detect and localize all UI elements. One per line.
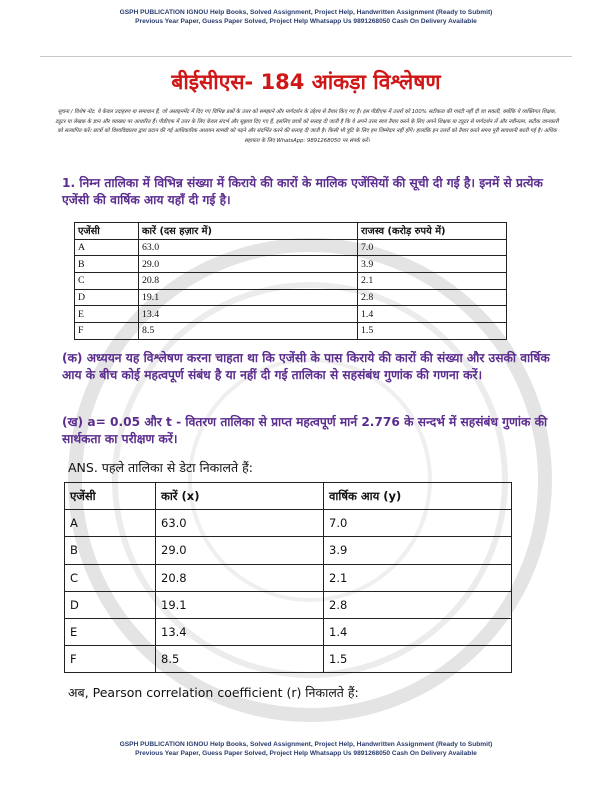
header-agency: एजेंसी <box>75 223 139 240</box>
cell-agency: F <box>75 323 139 340</box>
question-part-b: (ख) a= 0.05 और t - वितरण तालिका से प्राप्त महत्वपूर्ण मार्न 2.776 के सन्दर्भ में सहसंबंध गुणांक की सार्थकता का परीक्षण करें। <box>62 415 548 446</box>
table-row <box>75 239 507 256</box>
table-row <box>75 273 507 290</box>
header-agency: एजेंसी <box>65 483 156 510</box>
cell-y: 2.1 <box>324 564 512 591</box>
footer-line-2: Previous Year Paper, Guess Paper Solved, Project Help Whatsapp Us 9891268050 Cash On Delivery Available <box>135 750 477 757</box>
cell-agency: B <box>75 256 139 273</box>
cell-revenue: 2.1 <box>358 273 507 290</box>
cell-revenue: 1.5 <box>358 323 507 340</box>
table-header-row <box>65 483 512 510</box>
cell-y: 2.8 <box>324 591 512 618</box>
cell-cars: 13.4 <box>139 306 358 323</box>
page-title: बीईसीएस- 184 आंकड़ा विश्लेषण <box>171 70 441 94</box>
cell-agency: E <box>65 618 156 645</box>
table-row <box>75 289 507 306</box>
rental-cars-table <box>74 222 507 340</box>
header-line-1: GSPH PUBLICATION IGNOU Help Books, Solved Assignment, Project Help, Handwritten Assignment (Ready to Submit) <box>119 9 493 16</box>
header-cars-x: कारें (x) <box>156 483 324 510</box>
cell-agency: E <box>75 306 139 323</box>
cell-revenue: 2.8 <box>358 289 507 306</box>
cell-agency: D <box>75 289 139 306</box>
cell-y: 7.0 <box>324 510 512 537</box>
cell-y: 1.5 <box>324 646 512 673</box>
cell-agency: A <box>75 239 139 256</box>
cell-cars: 19.1 <box>139 289 358 306</box>
cell-agency: B <box>65 537 156 564</box>
page-header <box>20 8 592 26</box>
cell-cars: 20.8 <box>139 273 358 290</box>
answer-intro: ANS. पहले तालिका से डेटा निकालते हैं: <box>68 460 253 475</box>
header-divider <box>40 56 572 57</box>
table-row <box>75 323 507 340</box>
table-row <box>65 510 512 537</box>
cell-agency: A <box>65 510 156 537</box>
disclaimer-notice: सूचना / विशेष नोट: ये केवल उदाहरण या समाधान हैं, जो असाइनमेंट में दिए गए विभिन्न प्रश्नों के उत्तर को समझाने और मार्गदर्शन के उद्देश्य से तैयार किए गए हैं। इस पीडीएफ में उत्तरों को 100% सटीकता की गारंटी नहीं दी जा सकती, क्योंकि ये व्यक्तिगत शिक्षक, ट्यूटर या लेखक के ज्ञान और व्याख्या पर आधारित हैं। पीडीएफ में उत्तर के लिए केवल संदर्भ और सुझाव दिए गए हैं, इसलिए छात्रों को सलाह दी जाती है कि वे अपने उत्तर स्वयं तैयार करने के लिए अपने शिक्षक या ट्यूटर से मार्गदर्शन लें और नवीनतम, सटीक जानकारी को सत्यापित करें। छात्रों को विश्वविद्यालय द्वारा प्रदान की गई आधिकारिक अध्ययन सामग्री को पढ़ने और संदर्भित करने की सलाह दी जाती है। किसी भी त्रुटि के लिए हम जिम्मेदार नहीं होंगे। हालांकि इन उत्तरों को तैयार करते समय पूरी सावधानी बरती गई है। अधिक सहायता के लिए WhatsApp: 9891268050 पर संपर्क करें। <box>55 109 559 144</box>
cell-agency: F <box>65 646 156 673</box>
cell-x: 13.4 <box>156 618 324 645</box>
header-revenue: राजस्व (करोड़ रुपये में) <box>358 223 507 240</box>
table-row <box>65 646 512 673</box>
page-footer <box>20 740 592 758</box>
cell-x: 8.5 <box>156 646 324 673</box>
cell-x: 29.0 <box>156 537 324 564</box>
header-line-2: Previous Year Paper, Guess Paper Solved, Project Help Whatsapp Us 9891268050 Cash On Delivery Available <box>135 18 477 25</box>
cell-y: 1.4 <box>324 618 512 645</box>
footer-line-1: GSPH PUBLICATION IGNOU Help Books, Solved Assignment, Project Help, Handwritten Assignment (Ready to Submit) <box>119 741 493 748</box>
table-row <box>65 591 512 618</box>
cell-revenue: 7.0 <box>358 239 507 256</box>
cell-agency: C <box>75 273 139 290</box>
pearson-intro: अब, Pearson correlation coefficient (r) निकालते हैं: <box>68 685 359 700</box>
header-income-y: वार्षिक आय (y) <box>324 483 512 510</box>
cell-cars: 8.5 <box>139 323 358 340</box>
cell-cars: 63.0 <box>139 239 358 256</box>
extracted-data-table <box>64 482 512 673</box>
table-row <box>65 564 512 591</box>
header-cars: कारें (दस हज़ार में) <box>139 223 358 240</box>
cell-cars: 29.0 <box>139 256 358 273</box>
cell-agency: D <box>65 591 156 618</box>
question-1: 1. निम्न तालिका में विभिन्न संख्या में किराये की कारों के मालिक एजेंसियों की सूची दी गई है। इनमें से प्रत्येक एजेंसी की वार्षिक आय यहाँ दी गई है। <box>62 176 543 207</box>
table-row <box>65 618 512 645</box>
cell-x: 19.1 <box>156 591 324 618</box>
table-header-row <box>75 223 507 240</box>
question-part-a: (क) अध्ययन यह विश्लेषण करना चाहता था कि एजेंसी के पास किराये की कारों की संख्या और उसकी वार्षिक आय के बीच कोई महत्वपूर्ण संबंध है या नहीं दी गई तालिका से सहसंबंध गुणांक की गणना करें। <box>62 351 550 382</box>
cell-y: 3.9 <box>324 537 512 564</box>
cell-revenue: 1.4 <box>358 306 507 323</box>
cell-revenue: 3.9 <box>358 256 507 273</box>
table-row <box>75 306 507 323</box>
table-row <box>75 256 507 273</box>
cell-agency: C <box>65 564 156 591</box>
cell-x: 63.0 <box>156 510 324 537</box>
cell-x: 20.8 <box>156 564 324 591</box>
table-row <box>65 537 512 564</box>
